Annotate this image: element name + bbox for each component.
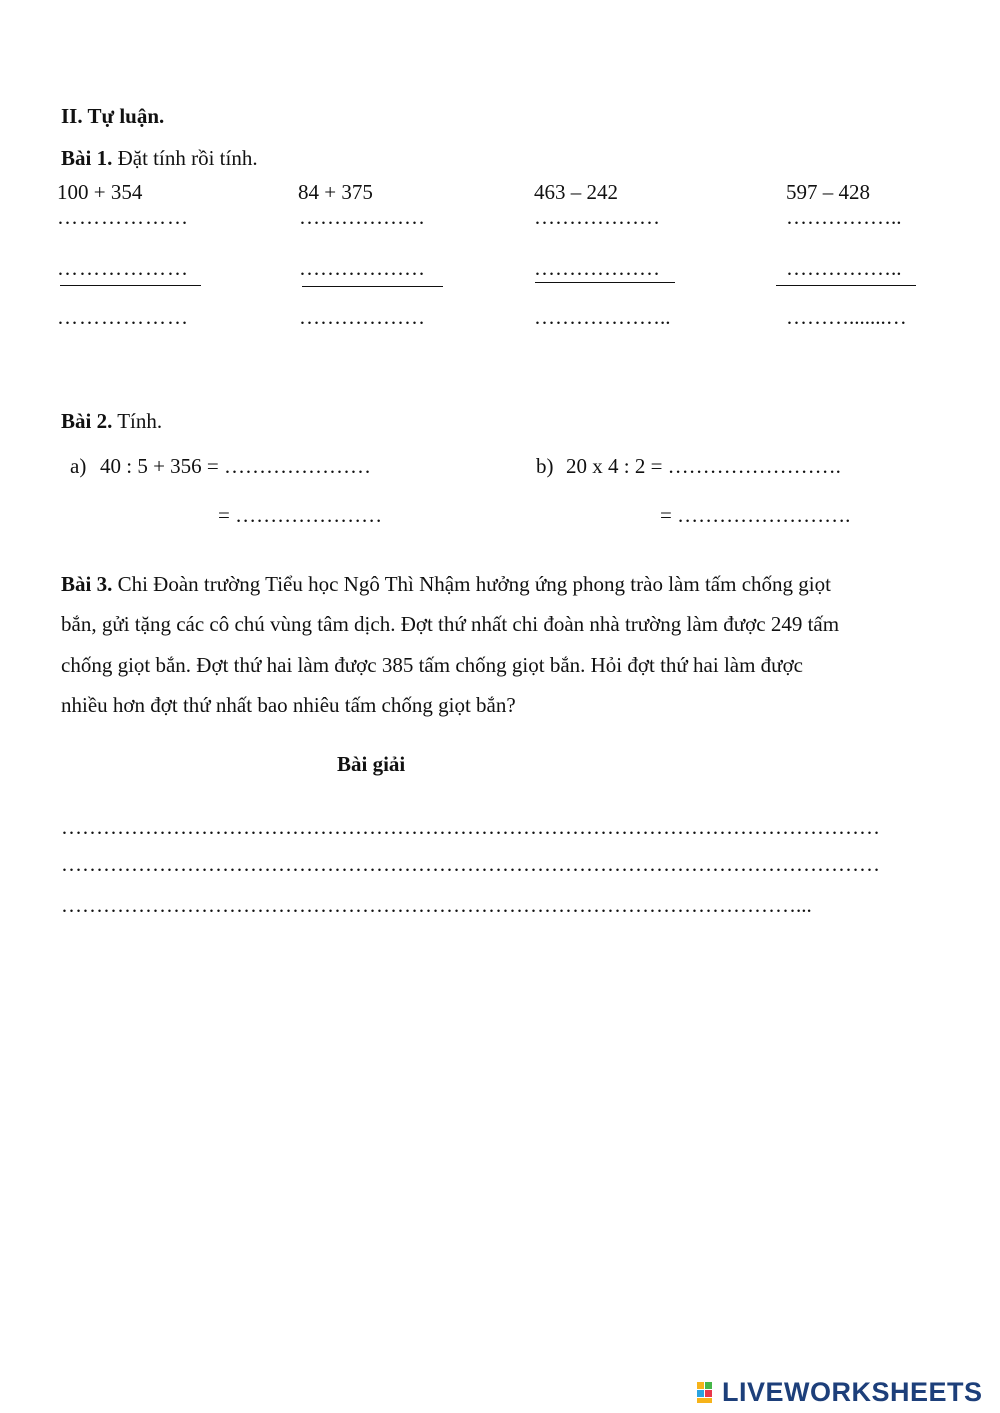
problem-1-rule <box>60 285 201 286</box>
logo-icon <box>697 1380 719 1404</box>
problem-4-line1[interactable]: …………….. <box>786 205 902 229</box>
bai1-instruction: Đặt tính rồi tính. <box>117 146 258 170</box>
bai2-label: Bài 2. <box>61 409 113 433</box>
section-title: II. Tự luận. <box>61 104 165 128</box>
problem-3-line1[interactable]: ……………… <box>534 205 660 229</box>
answer-line-2[interactable]: ……………………………………………………………………………………………………… <box>61 852 880 876</box>
bai2-b-expr[interactable]: 20 x 4 : 2 = ……………………. <box>566 454 841 478</box>
bai2-a-label: a) <box>70 454 87 478</box>
problem-4-expr: 597 – 428 <box>786 180 870 204</box>
logo-square-2 <box>705 1382 712 1389</box>
problem-3-rule <box>535 282 675 283</box>
bai3-label: Bài 3. <box>61 572 113 596</box>
problem-1-expr: 100 + 354 <box>57 180 143 204</box>
problem-4-line2[interactable]: …………….. <box>786 256 902 280</box>
problem-3-expr: 463 – 242 <box>534 180 618 204</box>
logo-text: LIVEWORKSHEETS <box>722 1377 983 1407</box>
logo-square-3 <box>697 1390 704 1397</box>
problem-2-line2[interactable]: ……………… <box>299 256 425 280</box>
bai1-heading <box>61 146 258 170</box>
liveworksheets-logo <box>697 1377 983 1407</box>
problem-3-line3[interactable]: ……………….. <box>534 305 671 329</box>
problem-4-line3[interactable]: ……….......… <box>786 305 907 329</box>
answer-line-1[interactable]: ……………………………………………………………………………………………………… <box>61 815 880 839</box>
bai3-line3: chống giọt bắn. Đợt thứ hai làm được 385 tấm chống giọt bắn. Hỏi đợt thứ hai làm được <box>61 653 803 677</box>
solution-title: Bài giải <box>337 752 406 776</box>
bai3-line4: nhiều hơn đợt thứ nhất bao nhiêu tấm chống giọt bắn? <box>61 693 516 717</box>
answer-line-3[interactable]: ……………………………………………………………………………………………... <box>61 893 812 917</box>
bai2-heading <box>61 409 162 433</box>
bai2-instruction: Tính. <box>117 409 163 433</box>
problem-1-line1[interactable]: ……………… <box>57 205 189 229</box>
problem-2-rule <box>302 286 443 287</box>
logo-square-4 <box>705 1390 712 1397</box>
bai1-label: Bài 1. <box>61 146 113 170</box>
logo-square-5 <box>697 1398 712 1403</box>
problem-3-line2[interactable]: ……………… <box>534 256 660 280</box>
bai3-line2: bắn, gửi tặng các cô chú vùng tâm dịch. Đợt thứ nhất chi đoàn nhà trường làm được 249 tấm <box>61 612 840 636</box>
bai2-a-line2[interactable]: = ………………… <box>218 503 383 527</box>
bai2-b-line2[interactable]: = ……………………. <box>660 503 851 527</box>
problem-4-rule <box>776 285 916 286</box>
bai3-line1 <box>61 572 831 596</box>
bai2-a-expr[interactable]: 40 : 5 + 356 = ………………… <box>100 454 372 478</box>
problem-1-line2[interactable]: ……………… <box>57 256 189 280</box>
bai2-b-label: b) <box>536 454 554 478</box>
problem-2-expr: 84 + 375 <box>298 180 373 204</box>
problem-2-line1[interactable]: ……………… <box>299 205 425 229</box>
logo-square-1 <box>697 1382 704 1389</box>
problem-1-line3[interactable]: ……………… <box>57 305 189 329</box>
problem-2-line3[interactable]: ……………… <box>299 305 425 329</box>
bai3-text-1: Chi Đoàn trường Tiểu học Ngô Thì Nhậm hưởng ứng phong trào làm tấm chống giọt <box>117 572 831 596</box>
